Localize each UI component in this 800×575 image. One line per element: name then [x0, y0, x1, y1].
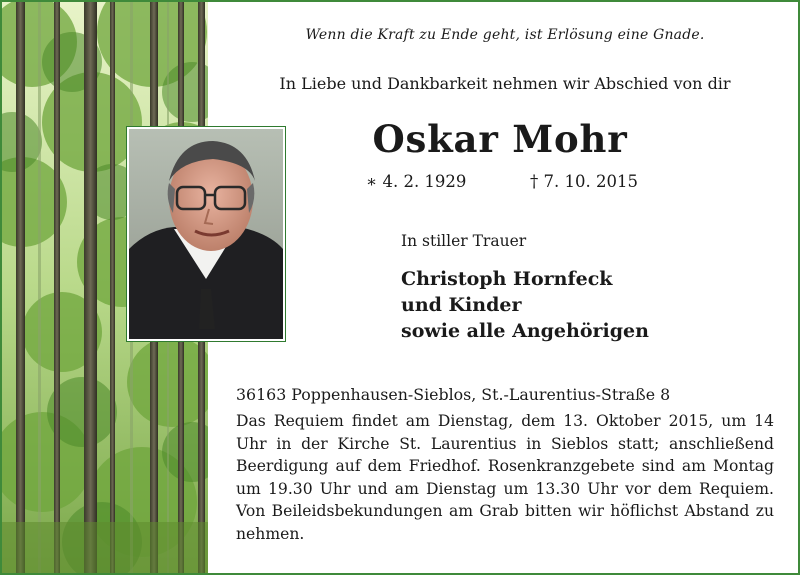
death-date: † 7. 10. 2015 [530, 172, 638, 191]
mourner-line: und Kinder [401, 294, 522, 316]
family-address: 36163 Poppenhausen-Sieblos, St.-Laurentius-Straße 8 [236, 385, 671, 404]
service-notice: Das Requiem findet am Dienstag, dem 13. Oktober 2015, um 14 Uhr in der Kirche St. Laurentius in Sieblos statt; anschließend Beerdigung auf dem Friedhof. Rosenkranzgebete sind am Montag um 19.30 Uhr und am Dienstag um 13.30 Uhr vor dem Requiem. Von Beileidsbekundungen am Grab bitten wir höflichst Abstand zu nehmen. [236, 412, 774, 543]
mourners-list [401, 266, 649, 344]
mourner-line: sowie alle Angehörigen [401, 320, 649, 342]
mourning-intro: In stiller Trauer [401, 232, 527, 250]
portrait-photo [126, 126, 286, 342]
farewell-line: In Liebe und Dankbarkeit nehmen wir Abschied von dir [279, 74, 731, 93]
deceased-name: Oskar Mohr [372, 117, 628, 161]
motto-quote: Wenn die Kraft zu Ende geht, ist Erlösung eine Gnade. [305, 27, 705, 43]
mourner-line: Christoph Hornfeck [401, 268, 613, 290]
birth-date: ∗ 4. 2. 1929 [366, 172, 467, 191]
